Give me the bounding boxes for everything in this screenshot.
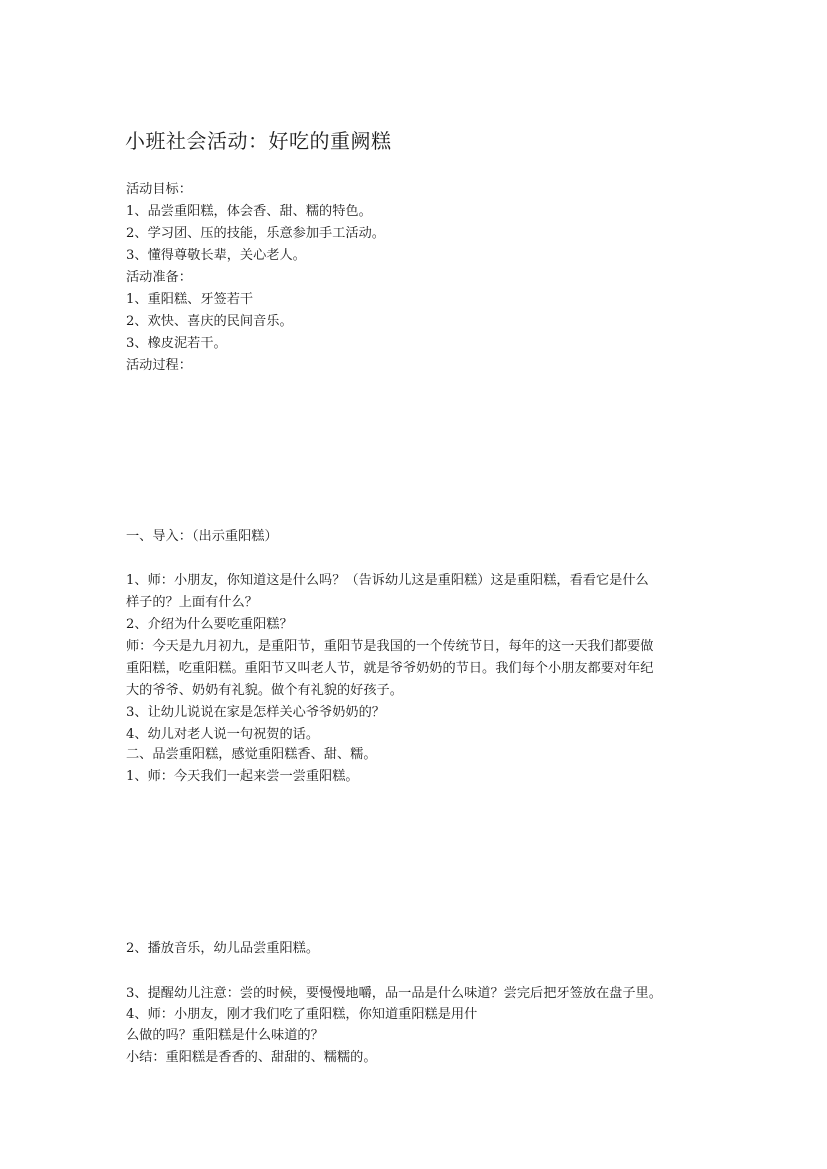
section1-line: 样子的？上面有什么？ <box>126 595 258 610</box>
page-title: 小班社会活动：好吃的重阙糕 <box>125 129 392 153</box>
section2-line: 1、师：今天我们一起来尝一尝重阳糕。 <box>126 769 359 784</box>
summary-line: 小结：重阳糕是香香的、甜甜的、糯糯的。 <box>126 1050 377 1065</box>
section1-line: 2、介绍为什么要吃重阳糕？ <box>126 617 293 632</box>
goal-item: 1、品尝重阳糕，体会香、甜、糯的特色。 <box>126 204 372 219</box>
prep-item: 3、橡皮泥若干。 <box>126 336 227 351</box>
section1-line: 师：今天是九月初九，是重阳节，重阳节是我国的一个传统节日，每年的这一天我们都要做 <box>126 639 654 654</box>
process-heading: 活动过程： <box>126 358 192 373</box>
prep-heading: 活动准备： <box>126 270 192 285</box>
goal-item: 3、懂得尊敬长辈，关心老人。 <box>126 248 306 263</box>
goal-item: 2、学习团、压的技能，乐意参加手工活动。 <box>126 226 385 241</box>
section2-heading: 二、品尝重阳糕，感觉重阳糕香、甜、糯。 <box>126 747 377 762</box>
section1-heading: 一、导入：（出示重阳糕） <box>126 529 278 544</box>
section2-line: 3、提醒幼儿注意：尝的时候，要慢慢地嚼，品一品是什么味道？尝完后把牙签放在盘子里。 <box>126 986 662 1001</box>
section1-line: 1、师：小朋友，你知道这是什么吗？（告诉幼儿这是重阳糕）这是重阳糕，看看它是什么 <box>126 573 649 588</box>
goals-heading: 活动目标： <box>126 182 192 197</box>
section1-line: 3、让幼儿说说在家是怎样关心爷爷奶奶的？ <box>126 705 385 720</box>
section1-line: 4、幼儿对老人说一句祝贺的话。 <box>126 727 320 742</box>
prep-item: 1、重阳糕、牙签若干 <box>126 292 254 307</box>
section2-line: 么做的吗？重阳糕是什么味道的？ <box>126 1028 324 1043</box>
section1-line: 重阳糕，吃重阳糕。重阳节又叫老人节，就是爷爷奶奶的节日。我们每个小朋友都要对年纪 <box>126 661 654 676</box>
prep-item: 2、欢快、喜庆的民间音乐。 <box>126 314 293 329</box>
section1-line: 大的爷爷、奶奶有礼貌。做个有礼貌的好孩子。 <box>126 683 403 698</box>
section2-line: 4、师：小朋友，刚才我们吃了重阳糕，你知道重阳糕是用什 <box>126 1007 478 1022</box>
section2-line: 2、播放音乐，幼儿品尝重阳糕。 <box>126 941 320 956</box>
